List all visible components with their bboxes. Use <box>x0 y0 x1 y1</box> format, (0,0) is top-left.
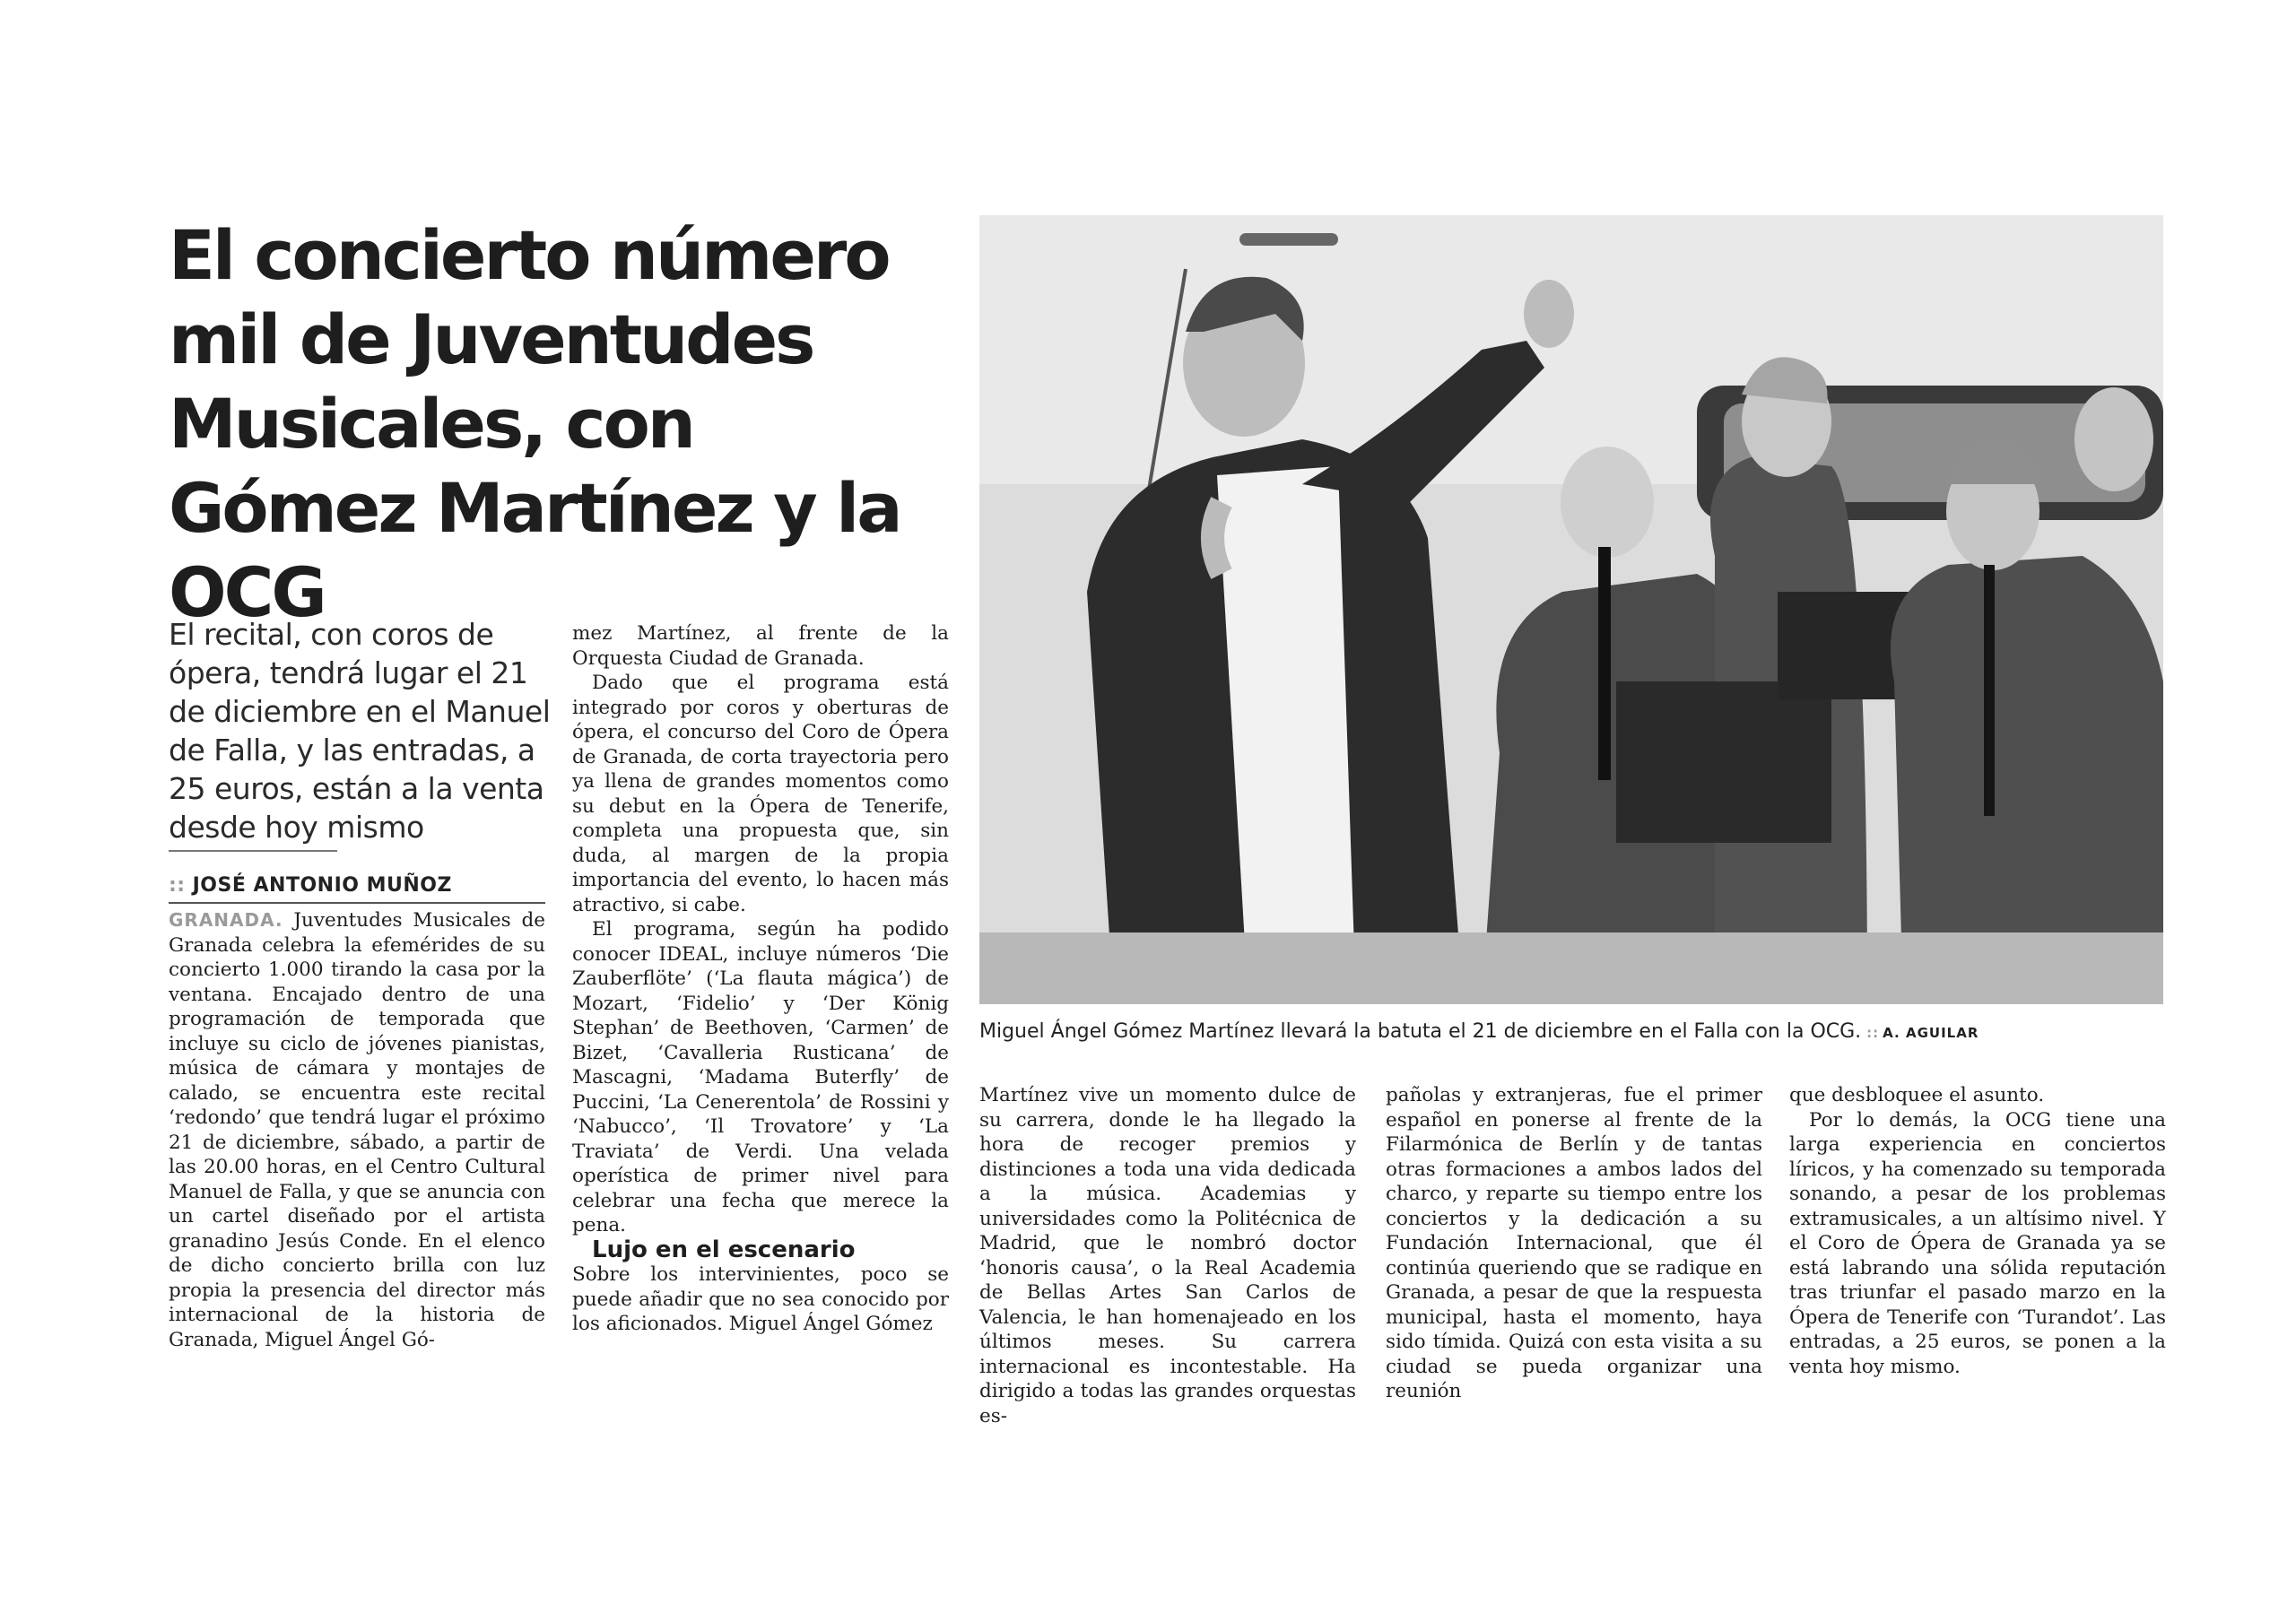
byline <box>169 874 545 904</box>
article-column-4 <box>1386 1083 1762 1404</box>
caption-text: Miguel Ángel Gómez Martínez llevará la batuta el 21 de diciembre en el Falla con la OCG. <box>979 1020 1862 1043</box>
article-column-2 <box>572 621 949 1337</box>
paragraph <box>169 908 545 1352</box>
paragraph: que desbloquee el asunto. <box>1789 1084 2045 1106</box>
paragraph: Martínez vive un momento dulce de su carrera, donde le ha llegado la hora de recoger premios y distinciones a toda una vida dedicada a la música. Academias y universidades como la Politécnica de Madrid, que le nombró doctor ‘honoris causa’, o la Real Academia de Bellas Artes San Carlos de Valencia, le han homenajeado en los últimos meses. Su carrera internacional es incontestable. Ha dirigido a todas las grandes orquestas es- <box>979 1084 1356 1427</box>
paragraph-text: Juventudes Musicales de Granada celebra la efemérides de su concierto 1.000 tirando la casa por la ventana. Encajado dentro de una programación de temporada que incluye su ciclo de jóvenes pianistas, música de cámara y montajes de calado, se encuentra este recital ‘redondo’ que tendrá lugar el próximo 21 de diciembre, sábado, a partir de las 20.00 horas, en el Centro Cultural Manuel de Falla, y que se anuncia con un cartel diseñado por el artista granadino Jesús Conde. En el elenco de dicho concierto brilla con luz propia la presencia del director más internacional de la historia de Granada, Miguel Ángel Gó- <box>169 909 546 1351</box>
paragraph: El programa, según ha podido conocer IDEAL, incluye números ‘Die Zauberflöte’ (‘La flauta mágica’) de Mozart, ‘Fidelio’ y ‘Der König Stephan’ de Beethoven, ‘Carmen’ de Bizet, ‘Cavalleria Rusticana’ de Mascagni, ‘Madama Buterfly’ de Puccini, ‘La Cenerentola’ de Rossini y ‘Nabucco’, ‘Il Trovatore’ y ‘La Traviata’ de Verdi. Una velada operística de primer nivel para celebrar una fecha que merece la pena. <box>572 918 949 1236</box>
article-column-3 <box>979 1083 1356 1428</box>
paragraph: Sobre los intervinientes, poco se puede añadir que no sea conocido por los aficionados. Miguel Ángel Gómez <box>572 1263 949 1335</box>
article-column-1 <box>169 908 545 1352</box>
byline-author: JOSÉ ANTONIO MUÑOZ <box>192 874 452 897</box>
dateline-city: GRANADA. <box>169 909 283 931</box>
photo-conductor-orchestra <box>979 215 2163 1004</box>
subhead-divider <box>169 850 337 852</box>
article-photo <box>979 215 2163 1004</box>
paragraph: pañolas y extranjeras, fue el primer español en ponerse al frente de la Filarmónica de Berlín y de tantas otras formaciones a ambos lados del charco, y reparte su tiempo entre los conciertos y la dedicación a su Fundación Internacional, que él continúa queriendo que se radique en Granada, a pesar de que la respuesta municipal, hasta el momento, haya sido tímida. Quizá con esta visita a su ciudad se pueda organizar una reunión <box>1386 1084 1762 1402</box>
credit-marker: :: <box>1866 1025 1880 1041</box>
paragraph: Dado que el programa está integrado por coros y oberturas de ópera, el concurso del Coro de Ópera de Granada, de corta trayectoria pero ya llena de grandes momentos como su debut en la Ópera de Tenerife, completa una propuesta que, sin duda, al margen de la propia importancia del evento, lo hacen más atractivo, si cabe. <box>572 672 949 916</box>
byline-marker: :: <box>169 874 186 897</box>
subheadline: El recital, con coros de ópera, tendrá lugar el 21 de diciembre en el Manuel de Falla, y las entradas, a 25 euros, están a la venta desde hoy mismo <box>169 617 551 845</box>
article-column-5 <box>1789 1083 2166 1379</box>
section-heading: Lujo en el escenario <box>592 1236 856 1263</box>
credit-name: A. AGUILAR <box>1883 1025 1979 1041</box>
photo-caption <box>979 1020 2163 1043</box>
headline: El concierto número mil de Juventudes Musicales, con Gómez Martínez y la OCG <box>169 215 900 632</box>
paragraph: Por lo demás, la OCG tiene una larga experiencia en conciertos líricos, y ha comenzado su temporada sonando, a pesar de los problemas extramusicales, a un altísimo nivel. Y el Coro de Ópera de Granada ya se está labrando una sólida reputación tras triunfar el pasado marzo en la Ópera de Tenerife con ‘Turandot’. Las entradas, a 25 euros, se ponen a la venta hoy mismo. <box>1789 1108 2166 1378</box>
photo-credit <box>1866 1025 1979 1041</box>
paragraph: mez Martínez, al frente de la Orquesta Ciudad de Granada. <box>572 622 949 670</box>
